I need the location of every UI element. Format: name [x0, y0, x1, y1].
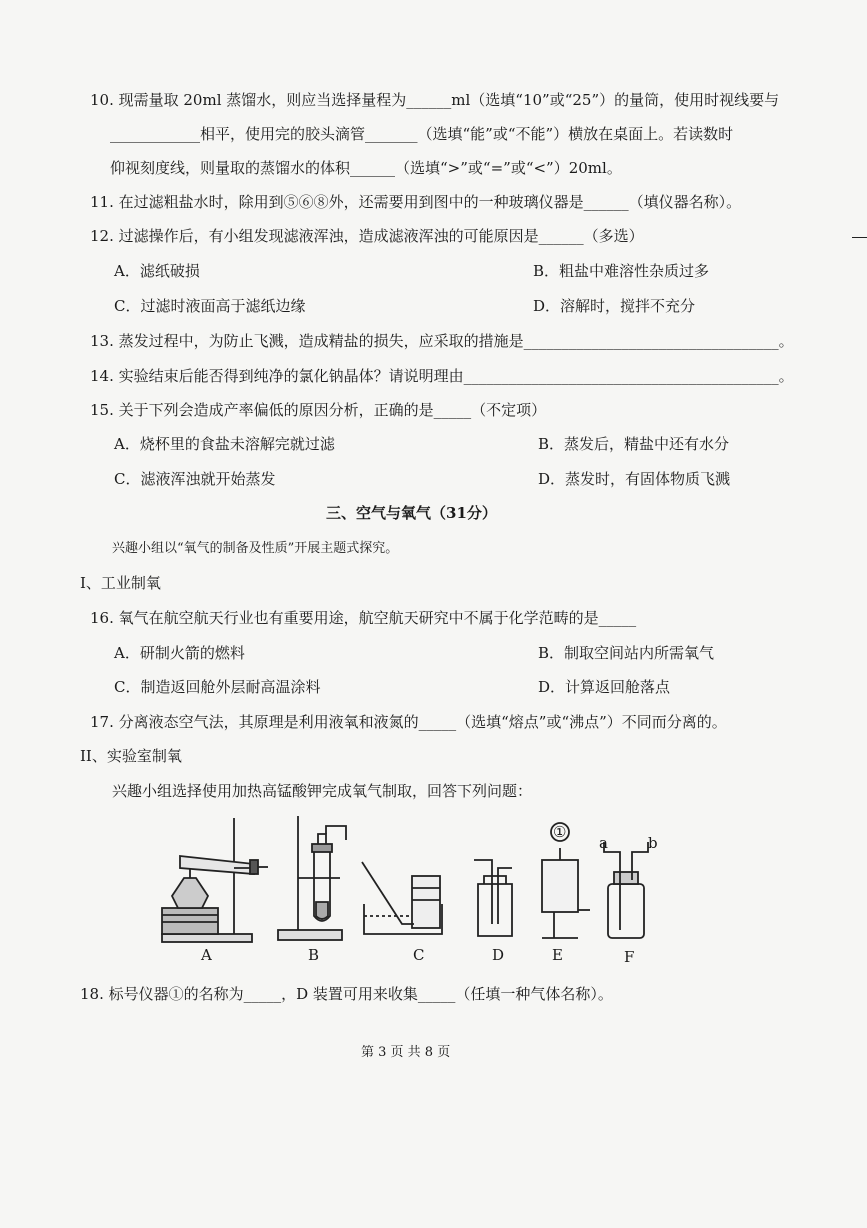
q15-option-d: D．蒸发时，有固体物质飞溅 [538, 470, 731, 488]
q16-stem: 16. 氧气在航空航天行业也有重要用途，航空航天研究中不属于化学范畴的是_____ [90, 609, 637, 627]
apparatus-figure [150, 812, 670, 962]
section3-intro: 兴趣小组以“氧气的制备及性质”开展主题式探究。 [112, 541, 399, 556]
q12-stem: 12. 过滤操作后，有小组发现滤液浑浊，造成滤液浑浊的可能原因是______（多选） [90, 227, 644, 245]
q16-option-b: B．制取空间站内所需氧气 [538, 644, 715, 662]
apparatus-d [474, 860, 512, 936]
q12-option-b: B．粗盐中难溶性杂质过多 [533, 262, 710, 280]
q15-option-c: C．滤液浑浊就开始蒸发 [114, 470, 276, 488]
page-edge-mark [852, 237, 867, 238]
marker-1: ① [553, 823, 567, 841]
q18-text: 18. 标号仪器①的名称为_____，D 装置可用来收集_____（任填一种气体名称）。 [80, 985, 613, 1003]
q12-option-a: A．滤纸破损 [114, 262, 200, 280]
q16-option-a: A．研制火箭的燃料 [114, 644, 245, 662]
q13-text: 13. 蒸发过程中，为防止飞溅，造成精盐的损失，应采取的措施是__________________________________。 [90, 332, 794, 350]
q16-option-c: C．制造返回舱外层耐高温涂料 [114, 678, 321, 696]
q10-line2: ____________相平，使用完的胶头滴管_______（选填“能”或“不能”）横放在桌面上。若读数时 [110, 125, 734, 143]
q17-text: 17. 分离液态空气法，其原理是利用液氧和液氮的_____（选填“熔点”或“沸点”）不同而分离的。 [90, 713, 727, 731]
apparatus-c [362, 862, 442, 934]
q10-line3: 仰视刻度线，则量取的蒸馏水的体积______（选填“>”或“=”或“<”）20ml。 [110, 159, 622, 177]
part1-heading: I、工业制氧 [80, 574, 161, 592]
q15-option-b: B．蒸发后，精盐中还有水分 [538, 435, 730, 453]
q11-text: 11. 在过滤粗盐水时，除用到⑤⑥⑧外，还需要用到图中的一种玻璃仪器是______（填仪器名称）。 [90, 193, 742, 211]
port-a-label: a [599, 834, 608, 852]
port-b-label: b [648, 834, 658, 852]
apparatus-b [278, 816, 346, 940]
q14-text: 14. 实验结束后能否得到纯净的氯化钠晶体？请说明理由__________________________________________。 [90, 367, 794, 385]
q15-stem: 15. 关于下列会造成产率偏低的原因分析，正确的是_____（不定项） [90, 401, 547, 419]
figure-label-f: F [624, 948, 635, 966]
q10-line1: 10. 现需量取 20ml 蒸馏水，则应当选择量程为______ml（选填“10”或“25”）的量筒，使用时视线要与 [90, 91, 780, 109]
apparatus-f [604, 842, 648, 938]
page-footer: 第 3 页 共 8 页 [361, 1045, 451, 1060]
figure-label-a: A [201, 946, 212, 964]
part2-intro: 兴趣小组选择使用加热高锰酸钾完成氧气制取，回答下列问题： [112, 782, 533, 800]
q12-option-c: C．过滤时液面高于滤纸边缘 [114, 297, 306, 315]
q12-option-d: D．溶解时，搅拌不充分 [533, 297, 696, 315]
section3-title: 三、空气与氧气（31分） [326, 504, 497, 522]
apparatus-a [162, 818, 268, 942]
figure-label-d: D [492, 946, 505, 964]
q15-option-a: A．烧杯里的食盐未溶解完就过滤 [114, 435, 335, 453]
part2-heading: II、实验室制氧 [80, 747, 182, 765]
figure-label-c: C [413, 946, 425, 964]
figure-label-e: E [552, 946, 563, 964]
q16-option-d: D．计算返回舱落点 [538, 678, 671, 696]
figure-label-b: B [308, 946, 320, 964]
